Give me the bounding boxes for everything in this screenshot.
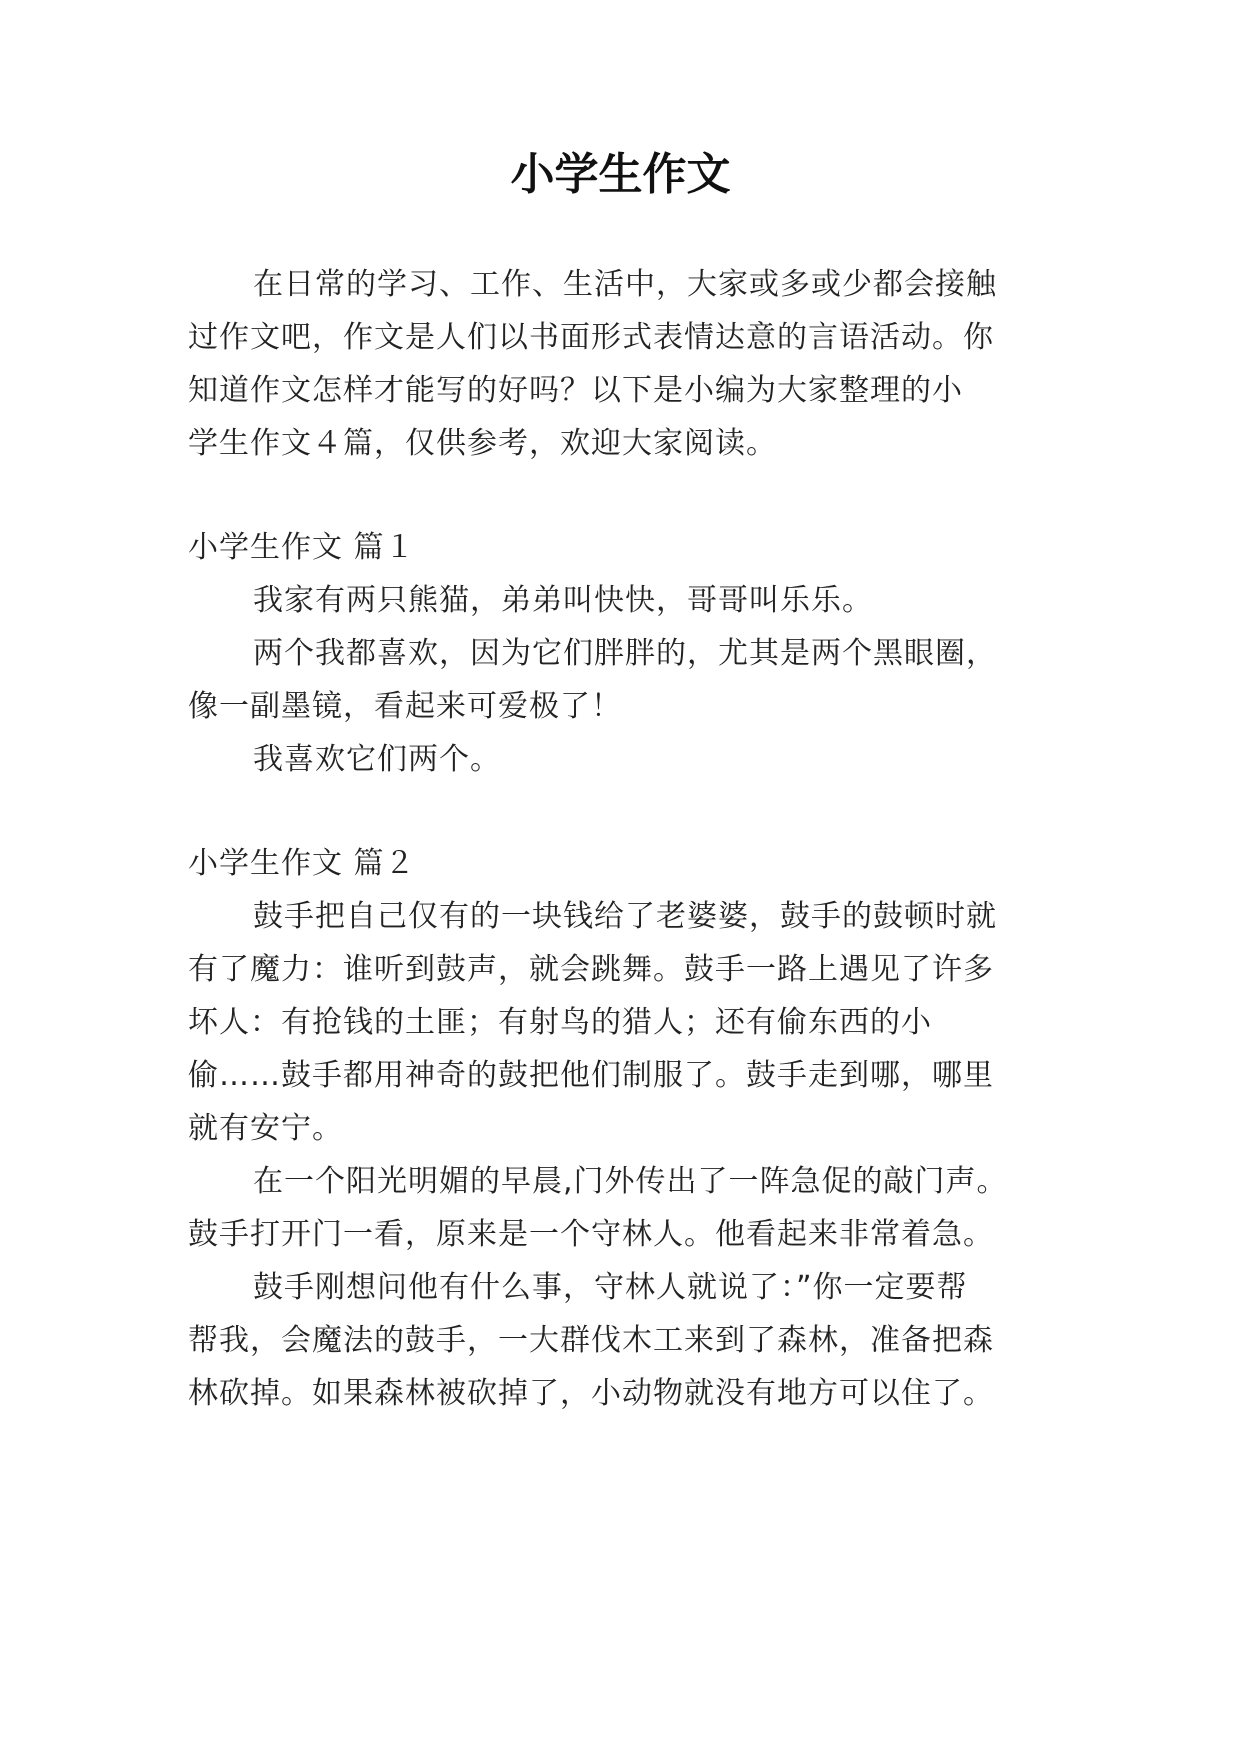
section-heading: 小学生作文 篇２: [188, 846, 416, 881]
body-line: 鼓手打开门一看，原来是一个守林人。他看起来非常着急。: [188, 1217, 994, 1252]
body-line: 鼓手刚想问他有什么事，守林人就说了：”你一定要帮: [253, 1270, 968, 1305]
intro-line: 过作文吧，作文是人们以书面形式表情达意的言语活动。你: [188, 320, 994, 355]
intro-line: 知道作文怎样才能写的好吗？以下是小编为大家整理的小: [188, 373, 963, 408]
body-line: 鼓手把自己仅有的一块钱给了老婆婆，鼓手的鼓顿时就: [253, 899, 997, 934]
body-line: 我家有两只熊猫，弟弟叫快快，哥哥叫乐乐。: [253, 583, 873, 618]
intro-line: 在日常的学习、工作、生活中，大家或多或少都会接触: [253, 267, 997, 302]
body-line: 林砍掉。如果森林被砍掉了，小动物就没有地方可以住了。: [188, 1376, 994, 1411]
body-line: 在一个阳光明媚的早晨,门外传出了一阵急促的敲门声。: [253, 1164, 1008, 1199]
section-heading: 小学生作文 篇１: [188, 530, 416, 565]
body-line: 就有安宁。: [188, 1111, 343, 1146]
body-line: 我喜欢它们两个。: [253, 742, 501, 777]
body-line: 像一副墨镜，看起来可爱极了！: [188, 689, 622, 724]
body-line: 坏人：有抢钱的土匪；有射鸟的猎人；还有偷东西的小: [188, 1005, 932, 1040]
intro-line: 学生作文４篇，仅供参考，欢迎大家阅读。: [188, 426, 777, 461]
body-line: 有了魔力：谁听到鼓声，就会跳舞。鼓手一路上遇见了许多: [188, 952, 994, 987]
document-title: 小学生作文: [510, 149, 731, 200]
body-line: 偷……鼓手都用神奇的鼓把他们制服了。鼓手走到哪，哪里: [188, 1058, 994, 1093]
body-line: 帮我，会魔法的鼓手，一大群伐木工来到了森林，准备把森: [188, 1323, 994, 1358]
body-line: 两个我都喜欢，因为它们胖胖的，尤其是两个黑眼圈，: [253, 636, 997, 671]
